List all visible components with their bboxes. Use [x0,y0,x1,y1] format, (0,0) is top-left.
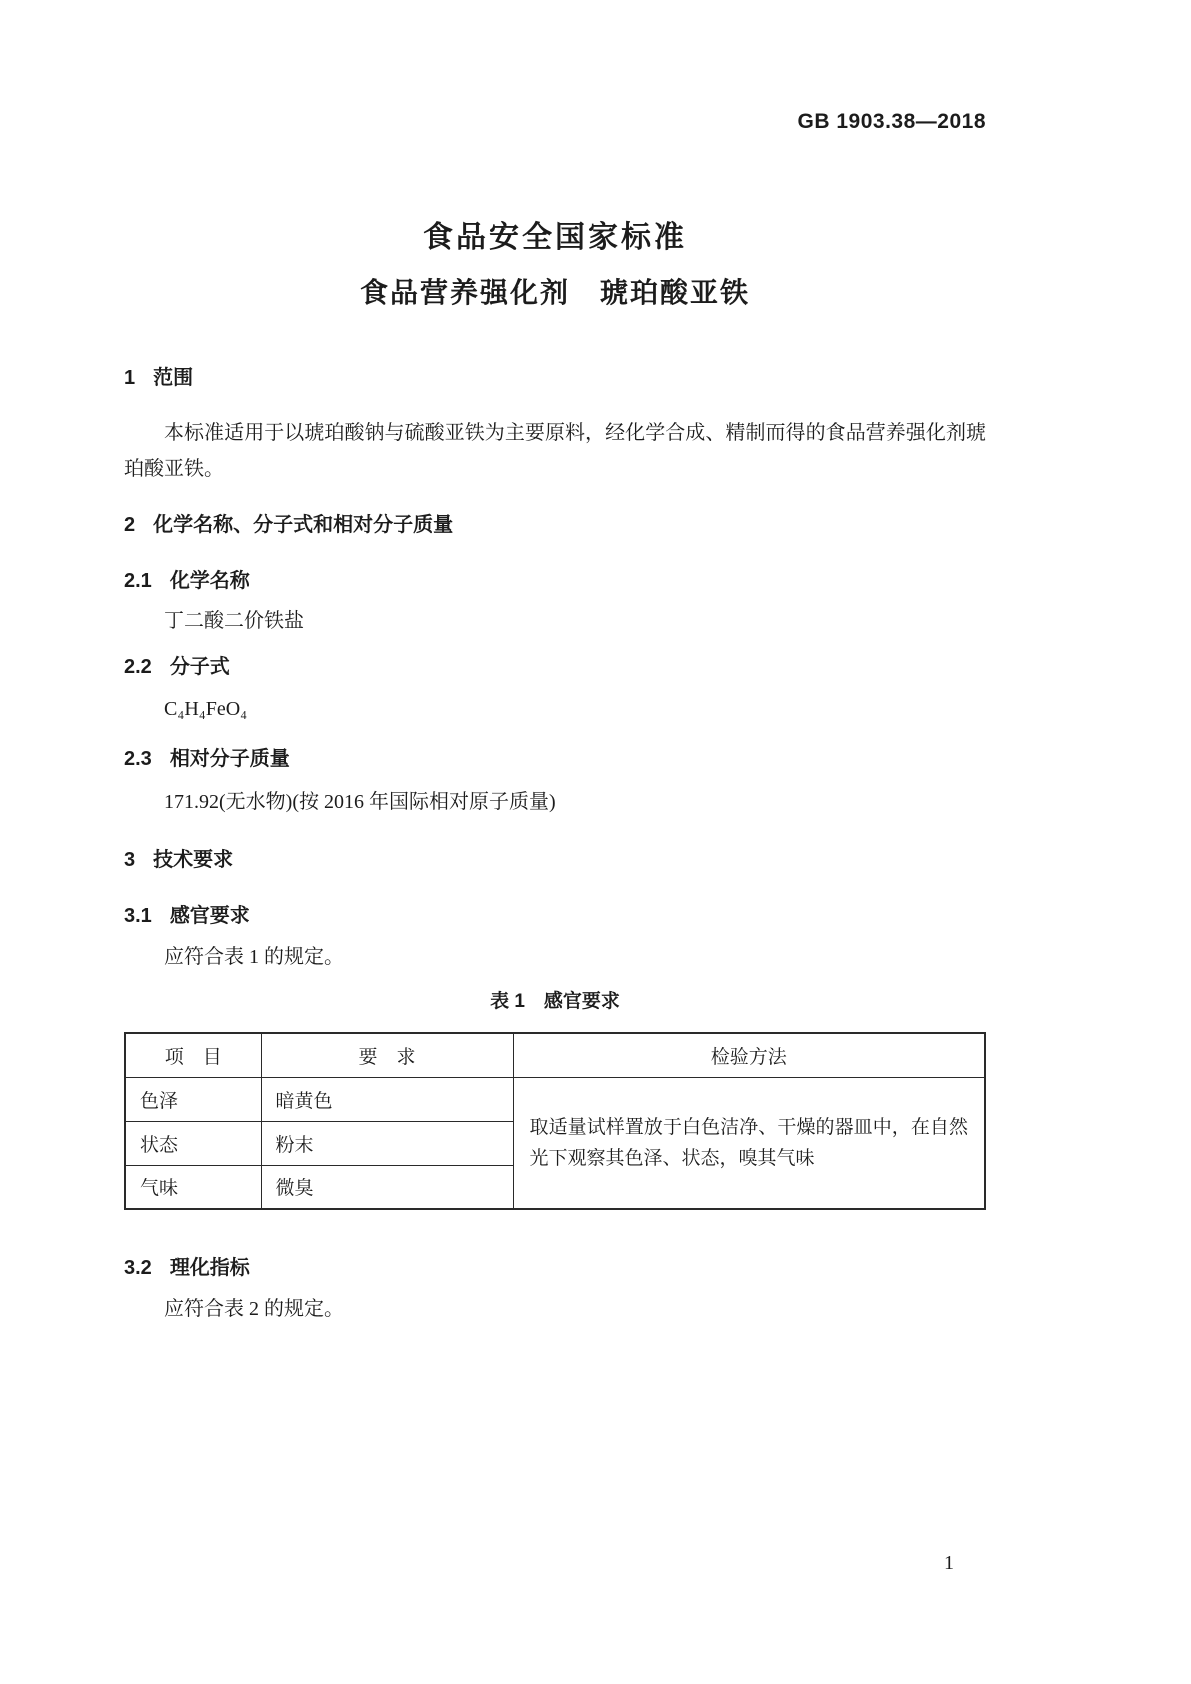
heading-formula [124,650,986,679]
cell-item: 状态 [125,1121,261,1165]
heading-chemical-name [124,564,986,593]
table1-caption: 表 1 感官要求 [490,991,620,1012]
table-row [125,1077,985,1121]
page-number: 1 [944,1552,954,1574]
heading-text: 分子式 [169,656,230,678]
heading-text: 化学名称、分子式和相对分子质量 [153,514,454,536]
table-header-requirement: 要 求 [261,1033,513,1077]
table-header-method: 检验方法 [513,1033,985,1077]
sensory-requirements-table [124,1032,986,1210]
heading-text: 化学名称 [169,570,250,592]
cell-requirement: 粉末 [261,1121,513,1165]
heading-number: 3.1 [124,905,152,927]
paragraph-formula: C₄H₄FeO₄ [164,698,248,720]
cell-requirement: 微臭 [261,1165,513,1209]
heading-physicochemical [124,1251,986,1280]
cell-requirement: 暗黄色 [261,1077,513,1121]
paragraph-scope: 本标准适用于以琥珀酸钠与硫酸亚铁为主要原料，经化学合成、精制而得的食品营养强化剂琥珀酸亚铁。 [124,422,986,480]
heading-number: 1 [124,367,136,389]
heading-text: 理化指标 [169,1257,250,1279]
heading-text: 相对分子质量 [169,748,290,770]
heading-sensory [124,899,986,928]
cell-item: 气味 [125,1165,261,1209]
heading-number: 2.2 [124,656,152,678]
heading-text: 感官要求 [169,905,250,927]
heading-technical [124,843,986,872]
heading-text: 技术要求 [153,849,234,871]
doc-title: 食品安全国家标准 [423,221,687,254]
standard-code: GB 1903.38—2018 [797,110,986,133]
heading-number: 3 [124,849,136,871]
heading-scope [124,361,986,390]
heading-number: 2.1 [124,570,152,592]
paragraph-physicochemical: 应符合表 2 的规定。 [164,1298,344,1320]
table-header-row [125,1033,985,1077]
heading-number: 2 [124,514,136,536]
paragraph-sensory: 应符合表 1 的规定。 [164,946,344,968]
paragraph-chemical-name: 丁二酸二价铁盐 [164,610,304,632]
paragraph-molecular-mass: 171.92(无水物)(按 2016 年国际相对原子质量) [164,791,556,813]
heading-number: 3.2 [124,1257,152,1279]
heading-molecular-mass [124,742,986,771]
table-header-item: 项 目 [125,1033,261,1077]
cell-method: 取适量试样置放于白色洁净、干燥的器皿中，在自然光下观察其色泽、状态，嗅其气味 [513,1077,985,1209]
heading-number: 2.3 [124,748,152,770]
cell-item: 色泽 [125,1077,261,1121]
heading-chemical [124,508,986,537]
heading-text: 范围 [153,367,194,389]
page-content [124,0,986,1684]
doc-subtitle: 食品营养强化剂 琥珀酸亚铁 [359,277,750,308]
